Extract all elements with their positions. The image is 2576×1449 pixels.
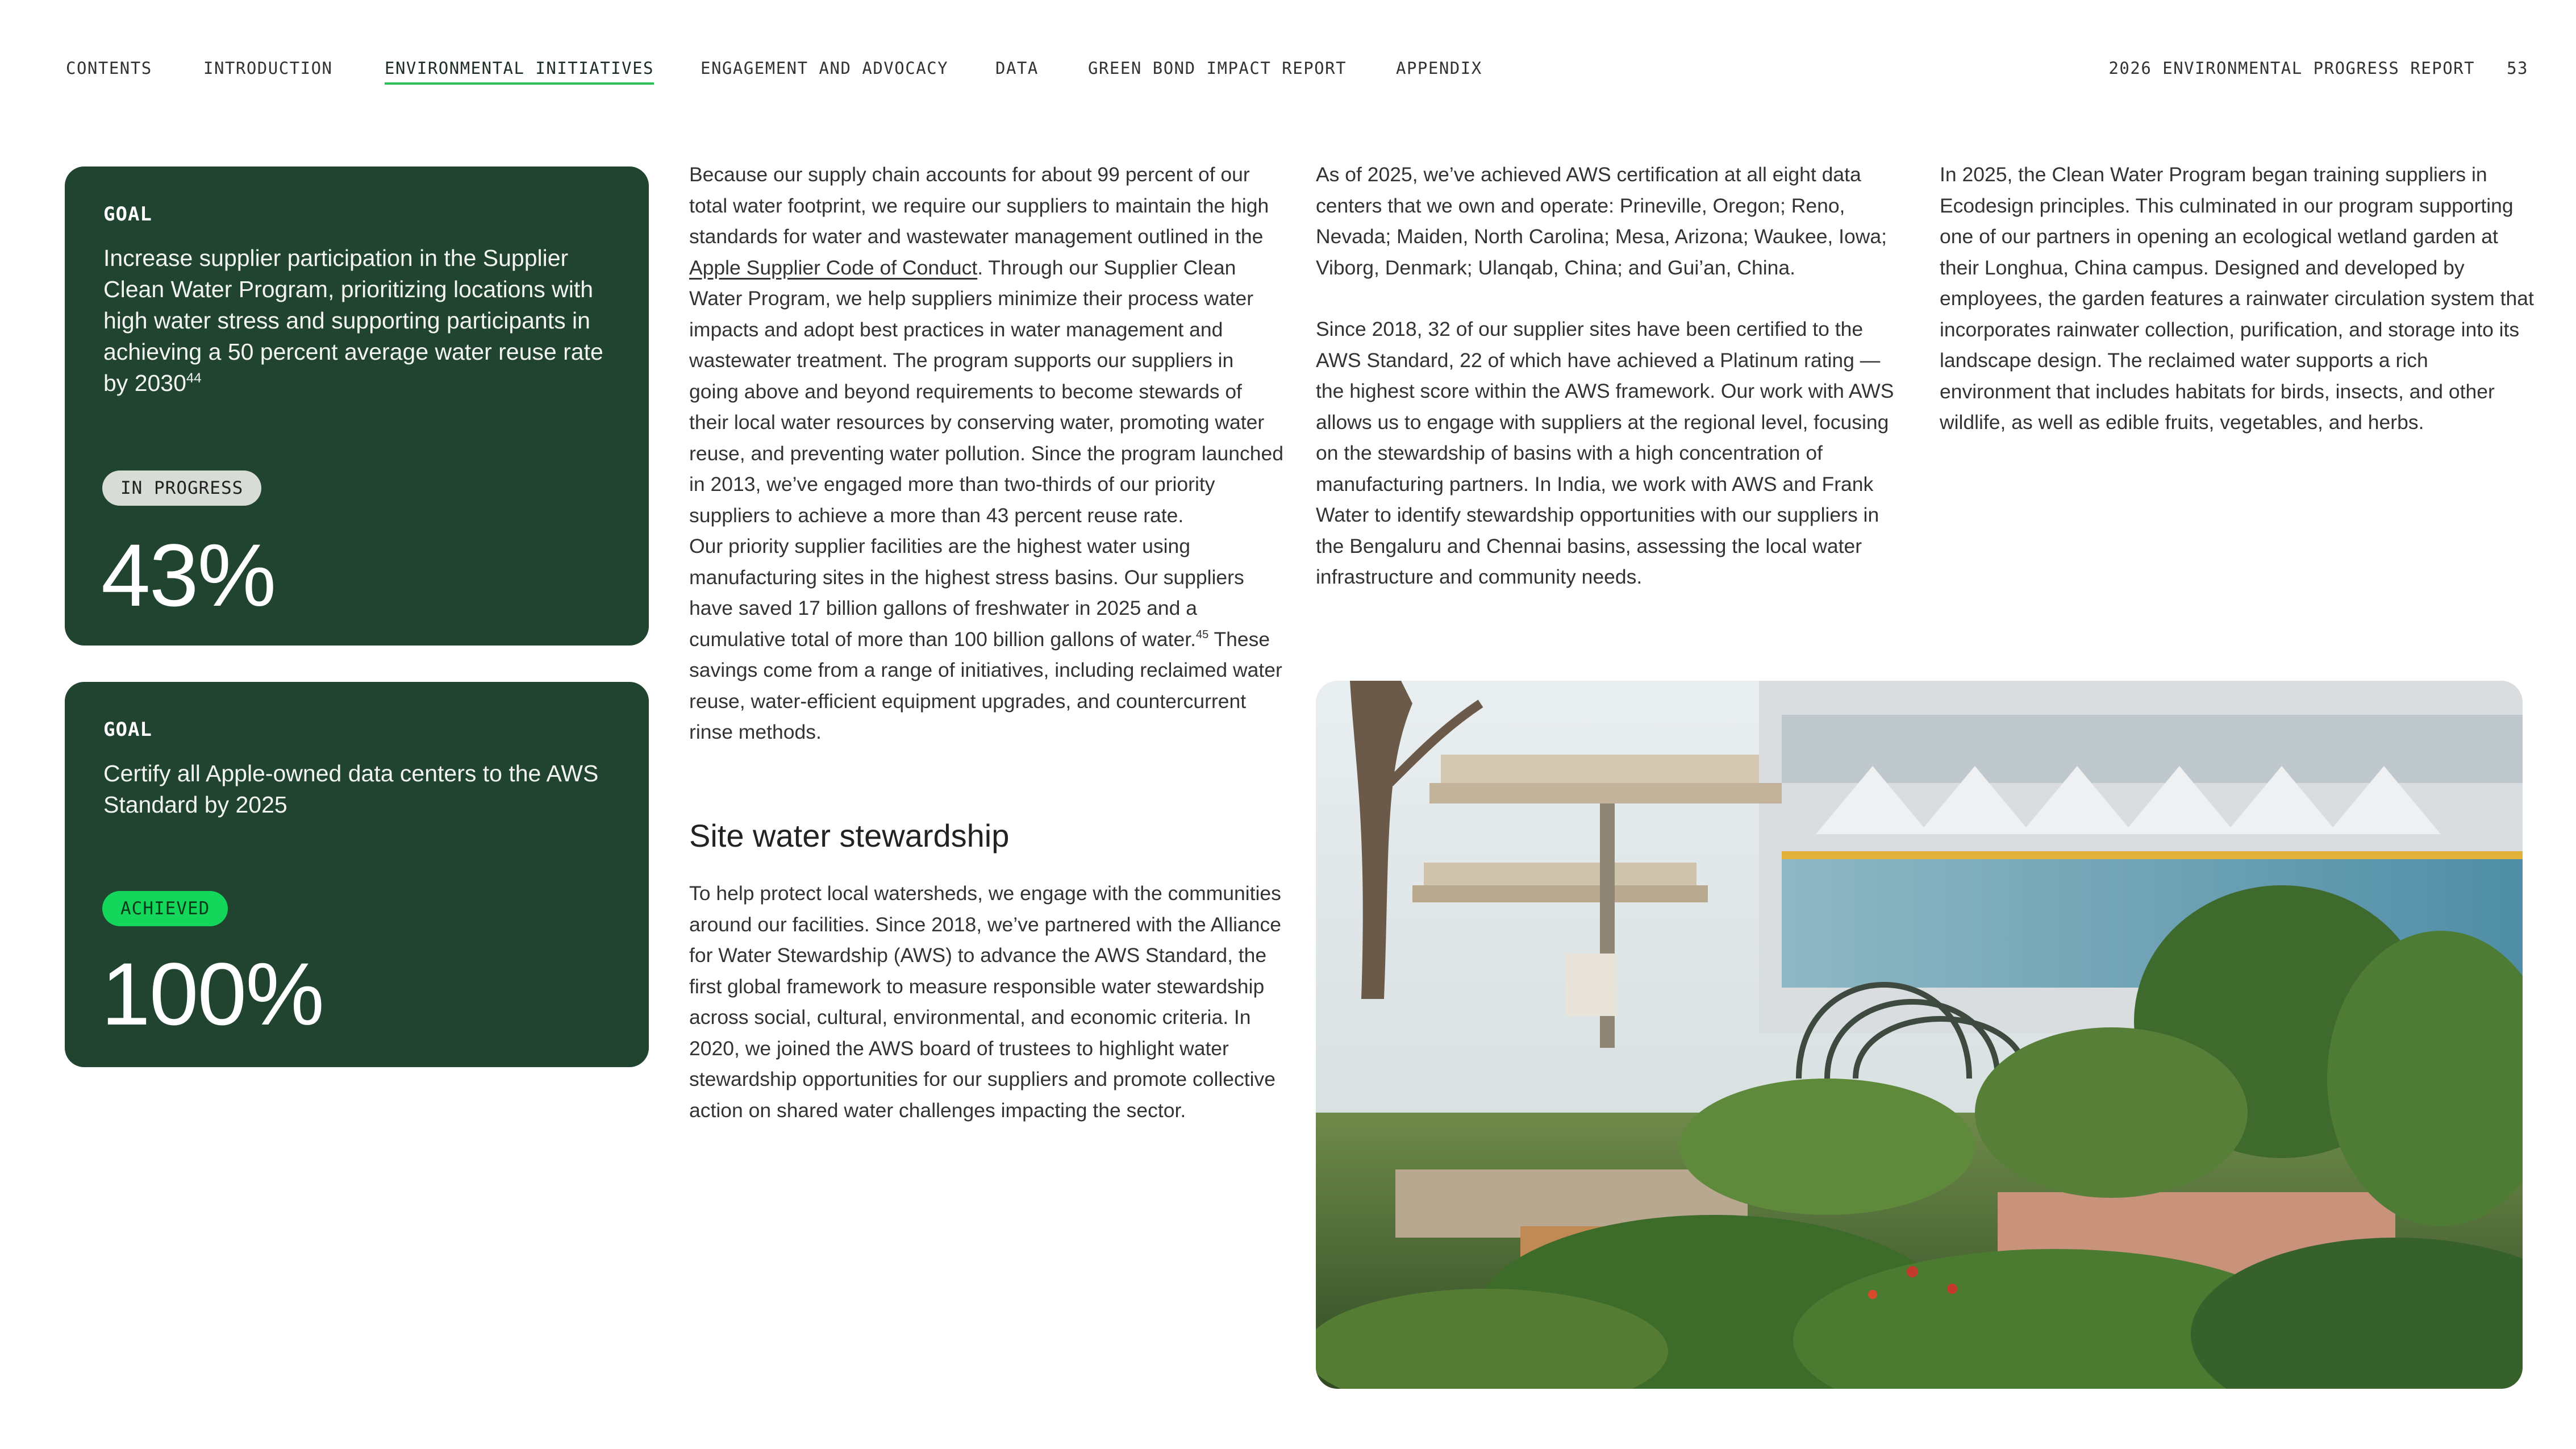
goal-label: GOAL bbox=[103, 718, 152, 741]
goal-card-supplier-water bbox=[65, 166, 649, 646]
nav-item-introduction[interactable]: INTRODUCTION bbox=[203, 59, 333, 78]
nav-item-green-bond-impact-report[interactable]: GREEN BOND IMPACT REPORT bbox=[1088, 59, 1347, 78]
nav-item-environmental-initiatives[interactable] bbox=[385, 59, 654, 78]
nav-item-engagement-and-advocacy[interactable]: ENGAGEMENT AND ADVOCACY bbox=[701, 59, 949, 78]
nav-item-contents[interactable]: CONTENTS bbox=[66, 59, 152, 78]
paragraph-supplier-sites: Since 2018, 32 of our supplier sites have been certified to the AWS Standard, 22 of which have achieved a Platinum rating — the highest score within the AWS framework. Our work with AWS allows us to engage with suppliers at the regional level, focusing on the stewardship of basins with a high concentration of manufacturing partners. In India, we work with AWS and Frank Water to identify stewardship opportunities with our suppliers in the Bengaluru and Chennai basins, assessing the local water infrastructure and community needs. bbox=[1316, 318, 1894, 588]
paragraph-supply-chain: Because our supply chain accounts for about 99 percent of our total water footprint, we require our suppliers to maintain the high standards for water and wastewater management outlined in the Apple Supplier Code of Conduct. Through our Supplier Clean Water Program, we help suppliers minimize their process water impacts and adopt best practices in water management and wastewater treatment. The program supports our suppliers in going above and beyond requirements to become stewards of their local water resources by conserving water, promoting water reuse, and preventing water pollution. Since the program launched in 2013, we’ve engaged more than two-thirds of our priority suppliers to achieve a more than 43 percent reuse rate. bbox=[689, 163, 1283, 527]
active-tab-underline bbox=[385, 82, 654, 85]
paragraph-site-stewardship: To help protect local watersheds, we engage with the communities around our facilities. Since 2018, we’ve partnered with the Alliance for Water Stewardship (AWS) to advance the AWS Standard, the first global framework to measure responsible water stewardship across social, cultural, environmental, and economic criteria. In 2020, we joined the AWS board of trustees to highlight water stewardship opportunities for our suppliers and promote collective action on shared water challenges impacting the sector. bbox=[689, 882, 1281, 1122]
footnote-marker[interactable]: 45 bbox=[1195, 628, 1209, 641]
goal-metric: 43% bbox=[101, 526, 276, 625]
body-column-2 bbox=[1316, 159, 1912, 593]
section-heading: Site water stewardship bbox=[689, 818, 1010, 853]
goal-label: GOAL bbox=[103, 203, 152, 226]
garden-illustration bbox=[1316, 681, 2523, 1389]
body-column-1-lower bbox=[689, 878, 1286, 1126]
report-header bbox=[2108, 59, 2528, 78]
nav-item-data[interactable]: DATA bbox=[995, 59, 1039, 78]
paragraph-ecodesign: In 2025, the Clean Water Program began training suppliers in Ecodesign principles. This culminated in our program supporting one of our partners in opening an ecological wetland garden at their Longhua, China campus. Designed and developed by employees, the garden features a rainwater circulation system that incorporates rainwater collection, purification, and storage into its landscape design. The reclaimed water supports a rich environment that includes habitats for birds, insects, and other wildlife, as well as edible fruits, vegetables, and herbs. bbox=[1940, 163, 2534, 434]
body-column-3 bbox=[1940, 159, 2536, 438]
status-badge-in-progress: IN PROGRESS bbox=[102, 470, 261, 506]
nav-item-label: ENVIRONMENTAL INITIATIVES bbox=[385, 59, 654, 78]
report-title: 2026 ENVIRONMENTAL PROGRESS REPORT bbox=[2108, 59, 2475, 78]
goal-description: Certify all Apple-owned data centers to the AWS Standard by 2025 bbox=[103, 760, 599, 818]
goal-description: Increase supplier participation in the Supplier Clean Water Program, prioritizing locations with high water stress and supporting participants in achieving a 50 percent average water reuse rate by 2030$^{44}$ bbox=[103, 245, 603, 396]
footnote-marker[interactable]: 44 bbox=[186, 370, 202, 386]
page-number: 53 bbox=[2507, 59, 2528, 78]
body-column-1 bbox=[689, 159, 1286, 748]
top-navigation bbox=[0, 0, 2576, 114]
nav-item-appendix[interactable]: APPENDIX bbox=[1396, 59, 1482, 78]
status-badge-achieved: ACHIEVED bbox=[102, 891, 228, 926]
paragraph-priority-suppliers: Our priority supplier facilities are the highest water using manufacturing sites in the highest stress basins. Our suppliers have saved 17 billion gallons of freshwater in 2025 and a cumulative total of more than 100 billion gallons of water.$^{45}$ These savings come from a range of initiatives, including reclaimed water reuse, water-efficient equipment upgrades, and countercurrent rinse methods. bbox=[689, 535, 1282, 743]
paragraph-aws-certification: As of 2025, we’ve achieved AWS certification at all eight data centers that we own and operate: Prineville, Oregon; Reno, Nevada; Maiden, North Carolina; Mesa, Arizona; Waukee, Iowa; Viborg, Denmark; Ulanqab, China; and Gui’an, China. bbox=[1316, 163, 1887, 279]
wetland-garden-photo bbox=[1316, 681, 2523, 1389]
goal-metric: 100% bbox=[101, 945, 323, 1044]
apple-supplier-code-link[interactable]: Apple Supplier Code of Conduct bbox=[689, 256, 978, 279]
goal-card-data-centers bbox=[65, 682, 649, 1067]
